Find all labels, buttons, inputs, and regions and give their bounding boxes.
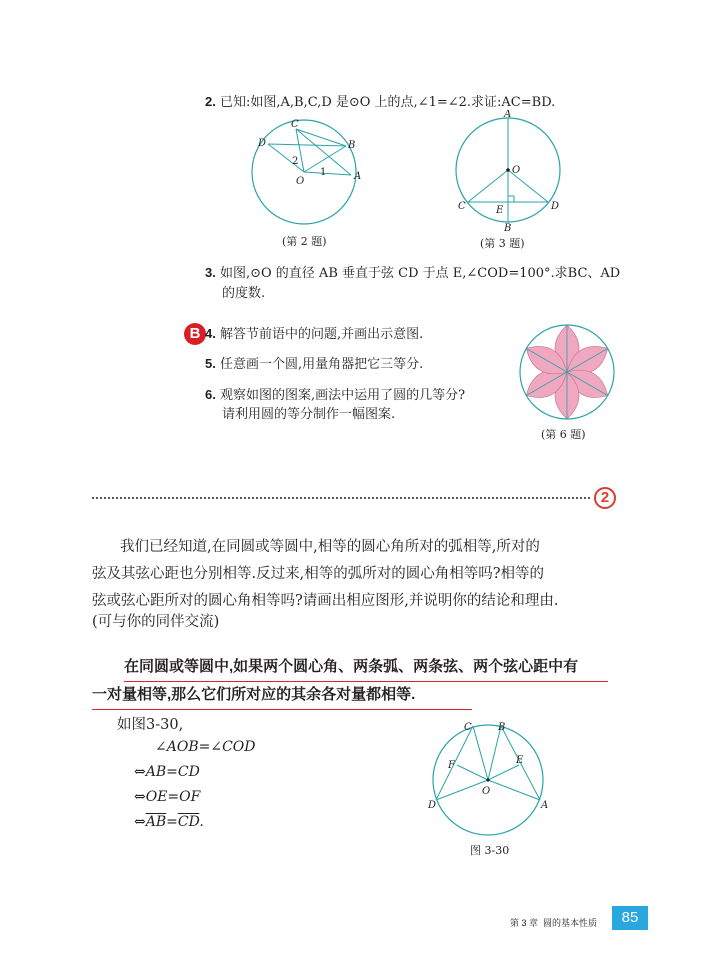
section-b-badge: B [184, 323, 206, 345]
section-divider [92, 497, 590, 499]
problem-2-text: 已知:如图,A,B,C,D 是⊙O 上的点,∠1=∠2.求证:AC=BD. [219, 95, 556, 110]
problem-3 [205, 263, 620, 284]
fig2-label-2: 2 [292, 156, 299, 167]
problem-5-number: 5. [205, 356, 216, 371]
fig2-label-1: 1 [320, 167, 327, 178]
problem-3-line2: 的度数. [222, 286, 266, 301]
fig330-label-b: B [498, 722, 506, 733]
paragraph-line-2: 弦及其弦心距也分别相等.反过来,相等的弧所对的圆心角相等吗?相等的 [92, 566, 544, 582]
paragraph-line-1: 我们已经知道,在同圆或等圆中,相等的圆心角所对的弧相等,所对的 [120, 539, 540, 555]
fig2-label-b: B [348, 140, 356, 151]
formula-3: ⇔OE=OF [134, 789, 201, 805]
fig3-caption: (第 3 题) [480, 237, 525, 250]
formula-4-end: . [199, 814, 204, 830]
footer-chapter [510, 916, 597, 929]
fig3-label-o: O [512, 165, 521, 176]
fig2-label-c: C [291, 119, 299, 130]
fig3-label-b: B [504, 223, 512, 232]
fig3-label-a: A [504, 110, 512, 120]
problem-4 [205, 324, 423, 345]
paragraph-line-4: (可与你的同伴交流) [92, 614, 220, 630]
fig2-label-a: A [354, 171, 362, 182]
page-number: 85 [612, 906, 648, 930]
figure-problem-2 [250, 118, 370, 230]
fig3-label-e: E [496, 205, 504, 216]
fig2-label-o: O [296, 176, 305, 187]
fig330-label-o: O [482, 786, 491, 797]
fig330-label-c: C [464, 722, 472, 733]
theorem-line-1: 在同圆或等圆中,如果两个圆心角、两条弧、两条弦、两个弦心距中有 [124, 653, 608, 682]
fig330-caption: 图 3-30 [470, 844, 510, 857]
fig330-label-f: F [448, 760, 455, 771]
problem-6-line2: 请利用圆的等分制作一幅图案. [222, 407, 396, 422]
fig2-caption: (第 2 题) [282, 235, 327, 248]
formula-4 [134, 814, 204, 830]
figure-3-30 [428, 718, 558, 838]
problem-3-line1: 如图,⊙O 的直径 AB 垂直于弦 CD 于点 E,∠COD=100°.求BC、AD [219, 266, 621, 281]
footer-chapter-title: 圆的基本性质 [543, 918, 598, 928]
problem-6-number: 6. [205, 387, 216, 402]
formula-4-eq: = [166, 814, 178, 830]
fig330-label-d: D [428, 800, 437, 811]
formula-4-arc-ab: $\overline{AB}$ [145, 814, 167, 830]
problem-6-line1: 观察如图的图案,画法中运用了圆的几等分? [219, 388, 466, 403]
problem-5-text: 任意画一个圆,用量角器把它三等分. [219, 357, 424, 372]
section-marker: 2 [594, 487, 616, 509]
theorem-line-2: 一对量相等,那么它们所对应的其余各对量都相等. [92, 681, 472, 710]
problem-5 [205, 354, 423, 375]
fig3-label-d: D [551, 201, 560, 212]
figure-problem-6 [517, 322, 617, 422]
paragraph-line-3: 弦或弦心距所对的圆心角相等吗?请画出相应图形,并说明你的结论和理由. [92, 593, 559, 609]
problem-4-number: 4. [205, 326, 216, 341]
fig330-label-e: E [516, 755, 524, 766]
fig2-label-d: D [258, 138, 267, 149]
formula-4-prefix: ⇔ [134, 814, 146, 830]
formula-1: ∠AOB=∠COD [155, 739, 256, 755]
fig330-label-a: A [541, 800, 549, 811]
problem-4-text: 解答节前语中的问题,并画出示意图. [219, 327, 424, 342]
footer-chapter-number: 第 3 章 [510, 918, 539, 928]
formula-2: ⇔AB=CD [134, 764, 200, 780]
figure-problem-3 [448, 110, 568, 232]
problem-3-number: 3. [205, 265, 216, 280]
problem-6 [205, 385, 465, 406]
fig6-caption: (第 6 题) [541, 428, 586, 441]
example-intro: 如图3-30, [117, 717, 184, 733]
formula-4-arc-cd: $\overline{CD}$ [177, 814, 200, 830]
problem-2-number: 2. [205, 94, 216, 109]
fig3-label-c: C [458, 201, 466, 212]
